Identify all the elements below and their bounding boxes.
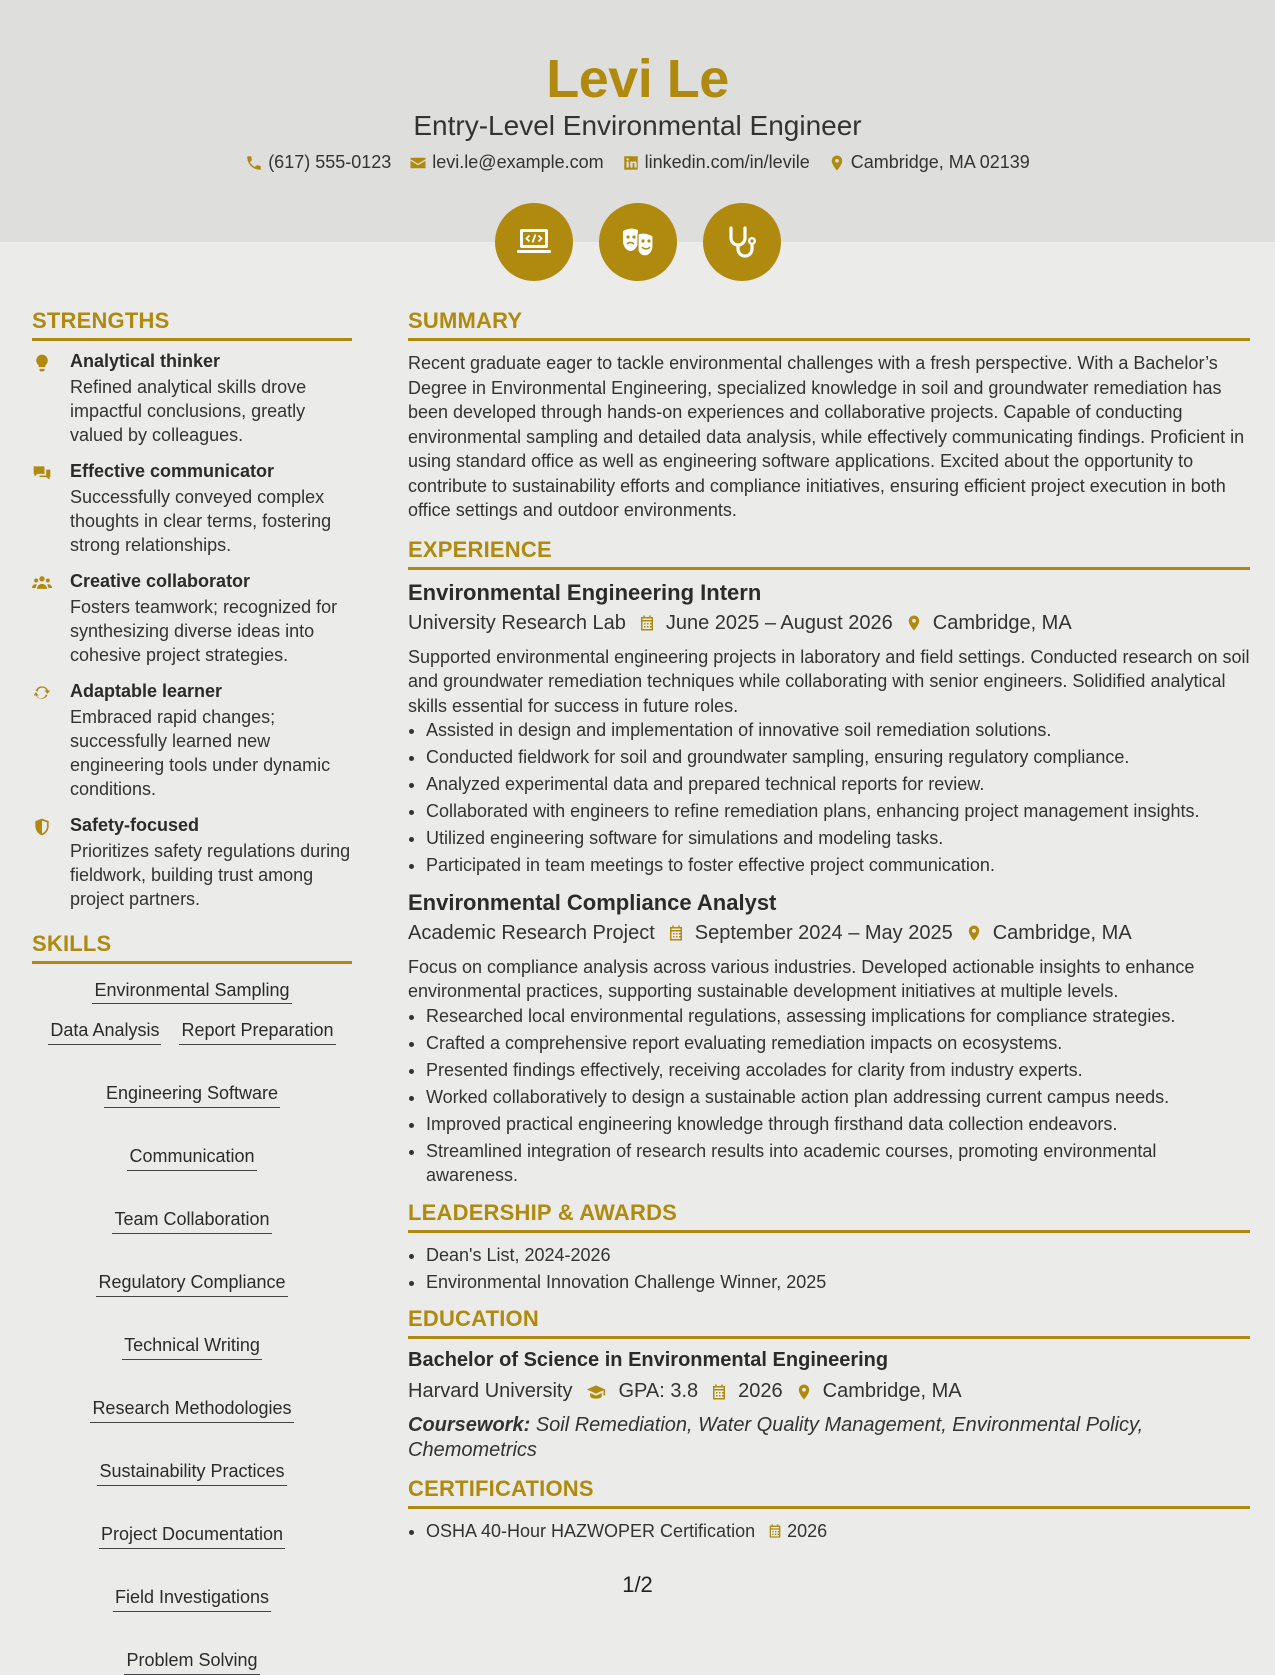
strengths-list: [32, 351, 352, 911]
grad-year: 2026: [738, 1380, 783, 1402]
calendar-icon: [638, 613, 656, 633]
skill-tag: Project Documentation: [99, 1524, 285, 1549]
contact-email[interactable]: [409, 152, 603, 173]
skill-tag: Report Preparation: [179, 1020, 335, 1045]
coursework: [408, 1413, 1250, 1462]
job-meta: [408, 612, 1250, 635]
strength-desc: Prioritizes safety regulations during fieldwork, building trust among project partners.: [70, 841, 351, 909]
job-role: Environmental Compliance Analyst: [408, 889, 777, 915]
skill-tag: Research Methodologies: [90, 1398, 293, 1423]
school-location: Cambridge, MA: [822, 1380, 962, 1402]
experience-heading: EXPERIENCE: [408, 537, 1250, 570]
theater-masks-icon: [599, 203, 677, 281]
strength-title: Adaptable learner: [70, 681, 223, 701]
job-role: Environmental Engineering Intern: [408, 579, 762, 605]
sync-icon: [32, 683, 52, 703]
map-pin-icon: [965, 923, 983, 943]
strength-item: [32, 681, 352, 801]
award-item: • Dean's List, 2024-2026: [426, 1243, 1250, 1268]
coursework-list: Soil Remediation, Water Quality Management, Environmental Policy, Chemometrics: [408, 1414, 1144, 1461]
job-description: Supported environmental engineering projects in laboratory and field settings. Conducted research on soil and groundwater remediation techniques while collaborating with senior engineers. Solidified analytical skills essential for success in future roles.: [408, 646, 1250, 716]
left-column: [32, 308, 352, 1675]
job-meta: [408, 922, 1250, 945]
contact-phone[interactable]: [245, 152, 391, 173]
strength-item: [32, 351, 352, 447]
summary-text: Recent graduate eager to tackle environmental challenges with a fresh perspective. With a Bachelor’s Degree in Environmental Engineering, specialized knowledge in soil and groundwater remediation has been developed through hands-on experiences and collaborative projects. Capable of conducting environmental sampling and detailed data analysis, while effectively communicating findings. Proficient in using standard office as well as engineering software applications. Excited about the opportunity to contribute to sustainability efforts and compliance initiatives, ensuring efficient project execution in both office settings and outdoor environments.: [408, 353, 1245, 520]
job-org: Academic Research Project: [408, 921, 655, 944]
comments-icon: [32, 463, 52, 483]
job-dates: September 2024 – May 2025: [694, 921, 953, 944]
bullet-item: • Analyzed experimental data and prepared technical reports for review.: [426, 772, 1250, 797]
strength-title: Safety-focused: [70, 815, 200, 835]
contact-location: [828, 152, 1030, 173]
coursework-label: Coursework:: [408, 1414, 531, 1436]
email-text: levi.le@example.com: [432, 152, 604, 172]
skill-tag: Environmental Sampling: [92, 980, 291, 1004]
contact-linkedin[interactable]: [622, 152, 810, 173]
strength-desc: Successfully conveyed complex thoughts in clear terms, fostering strong relationships.: [70, 487, 332, 555]
candidate-name: Levi Le: [546, 49, 729, 109]
strength-desc: Refined analytical skills drove impactful conclusions, greatly valued by colleagues.: [70, 377, 307, 445]
interest-badges: [0, 203, 1275, 281]
strength-desc: Embraced rapid changes; successfully learned new engineering tools under dynamic conditions.: [70, 707, 331, 799]
summary-heading: SUMMARY: [408, 308, 1250, 341]
skill-tag: Regulatory Compliance: [96, 1272, 287, 1297]
linkedin-text: linkedin.com/in/levile: [644, 152, 810, 172]
envelope-icon: [409, 154, 427, 172]
leadership-list: [426, 1243, 1250, 1295]
strength-item: [32, 461, 352, 557]
strength-item: [32, 815, 352, 911]
strengths-heading: STRENGTHS: [32, 308, 352, 341]
strength-title: Effective communicator: [70, 461, 275, 481]
bullet-item: • Improved practical engineering knowledge through firsthand data collection endeavors.: [426, 1112, 1250, 1137]
skill-tag: Team Collaboration: [112, 1209, 271, 1234]
job-org: University Research Lab: [408, 611, 626, 634]
bullet-item: • Presented findings effectively, receiving accolades for clarity from industry experts.: [426, 1058, 1250, 1083]
linkedin-icon: [622, 154, 640, 172]
job-bullets: [426, 1004, 1250, 1188]
bullet-item: • Participated in team meetings to foster effective project communication.: [426, 853, 1250, 878]
strength-item: [32, 571, 352, 667]
location-text: Cambridge, MA 02139: [850, 152, 1030, 172]
certifications-heading: CERTIFICATIONS: [408, 1476, 1250, 1509]
job-entry: [408, 580, 1250, 878]
certification-item: [426, 1519, 1250, 1544]
map-pin-icon: [905, 613, 923, 633]
skill-tag: Technical Writing: [122, 1335, 262, 1360]
bullet-item: • Assisted in design and implementation of innovative soil remediation solutions.: [426, 718, 1250, 743]
leadership-heading: LEADERSHIP & AWARDS: [408, 1200, 1250, 1233]
certification-name: • OSHA 40-Hour HAZWOPER Certification: [426, 1521, 756, 1541]
education-meta: [408, 1380, 1250, 1403]
skill-tag: Sustainability Practices: [97, 1461, 286, 1486]
bullet-item: • Streamlined integration of research results into academic courses, promoting environmental awareness.: [426, 1139, 1250, 1188]
bullet-item: • Researched local environmental regulations, assessing implications for compliance strategies.: [426, 1004, 1250, 1029]
bullet-item: • Crafted a comprehensive report evaluating remediation impacts on ecosystems.: [426, 1031, 1250, 1056]
strength-desc: Fosters teamwork; recognized for synthesizing diverse ideas into cohesive project strategies.: [70, 597, 338, 665]
strength-title: Analytical thinker: [70, 351, 221, 371]
school-name: Harvard University: [408, 1380, 573, 1402]
certifications-list: [426, 1519, 1250, 1544]
degree-title: Bachelor of Science in Environmental Engineering: [408, 1349, 889, 1371]
phone-icon: [245, 154, 263, 172]
skill-tag: Data Analysis: [48, 1020, 161, 1045]
shield-icon: [32, 817, 52, 837]
job-dates: June 2025 – August 2026: [665, 611, 893, 634]
calendar-icon: [667, 923, 685, 943]
job-description: Focus on compliance analysis across various industries. Developed actionable insights to enhance environmental practices, supporting sustainable development initiatives at multiple levels.: [408, 956, 1195, 1001]
award-item: • Environmental Innovation Challenge Winner, 2025: [426, 1270, 1250, 1295]
skill-tag: Field Investigations: [113, 1587, 271, 1612]
phone-text: (617) 555-0123: [268, 152, 392, 172]
job-bullets: [426, 718, 1250, 878]
job-entry: [408, 890, 1250, 1188]
bullet-item: • Utilized engineering software for simulations and modeling tasks.: [426, 826, 1250, 851]
skill-tag: Problem Solving: [124, 1650, 259, 1675]
page-number: 1/2: [622, 1572, 653, 1597]
education-heading: EDUCATION: [408, 1306, 1250, 1339]
job-location: Cambridge, MA: [992, 921, 1132, 944]
calendar-icon: [710, 1382, 728, 1402]
bullet-item: • Conducted fieldwork for soil and groundwater sampling, ensuring regulatory compliance.: [426, 745, 1250, 770]
right-column: [408, 308, 1250, 1556]
map-pin-icon: [828, 154, 846, 172]
stethoscope-icon: [703, 203, 781, 281]
graduation-cap-icon: [584, 1382, 608, 1402]
job-location: Cambridge, MA: [932, 611, 1072, 634]
skill-tag: Engineering Software: [104, 1083, 280, 1108]
skill-tag: Communication: [127, 1146, 256, 1171]
gpa: GPA: 3.8: [618, 1380, 699, 1402]
contact-bar: [0, 152, 1275, 173]
users-icon: [32, 573, 52, 593]
bullet-item: • Worked collaboratively to design a sustainable action plan addressing current campus needs.: [426, 1085, 1250, 1110]
bullet-item: • Collaborated with engineers to refine remediation plans, enhancing project management insights.: [426, 799, 1250, 824]
skills-list: [32, 974, 352, 1675]
job-title: Entry-Level Environmental Engineer: [413, 110, 862, 141]
skills-heading: SKILLS: [32, 931, 352, 964]
calendar-icon: [767, 1522, 783, 1540]
certification-year: 2026: [787, 1521, 828, 1541]
strength-title: Creative collaborator: [70, 571, 251, 591]
laptop-code-icon: [495, 203, 573, 281]
lightbulb-icon: [32, 353, 52, 373]
map-pin-icon: [795, 1382, 813, 1402]
